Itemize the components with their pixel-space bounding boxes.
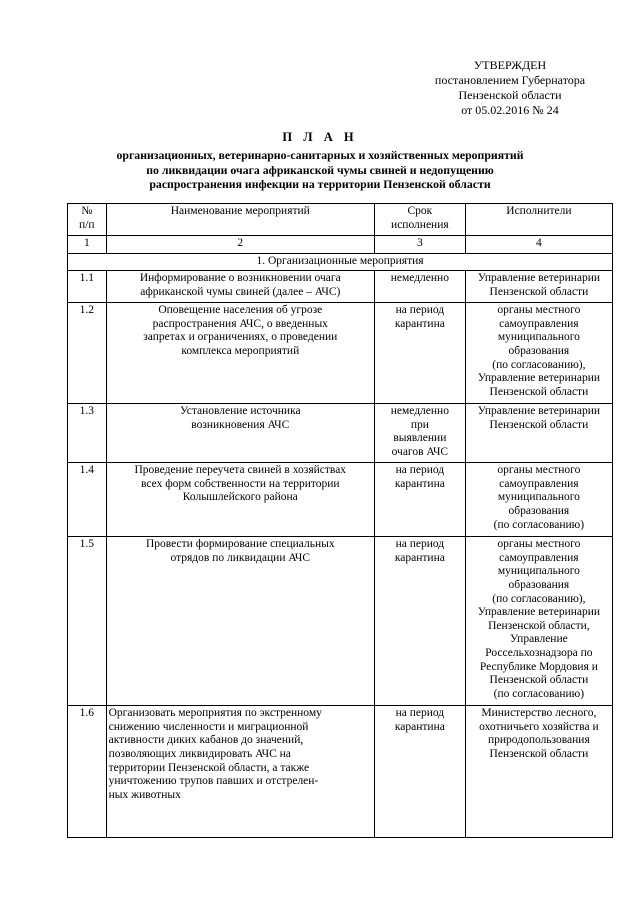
row-number: 1.5 — [68, 537, 107, 706]
approval-decree: постановлением Губернатора — [434, 73, 586, 87]
row-number: 1.1 — [68, 271, 107, 303]
row-measure: Провести формирование специальных отрядов по ликвидации АЧС — [106, 537, 374, 706]
table-row — [68, 404, 613, 463]
table-row — [68, 303, 613, 404]
header-name: Наименование мероприятий — [106, 204, 374, 236]
approval-heading: УТВЕРЖДЕН — [473, 58, 547, 72]
row-term: на период карантина — [374, 463, 465, 537]
header-num: № п/п — [68, 204, 107, 236]
row-number: 1.2 — [68, 303, 107, 404]
table-row — [68, 271, 613, 303]
subtitle-line: распространения инфекции на территории Пензенской области — [149, 177, 491, 192]
row-term: на период карантина — [374, 706, 465, 838]
plan-table — [67, 203, 613, 838]
table-header-row — [68, 204, 613, 236]
row-executors: органы местного самоуправления муниципального образования (по согласованию), Управление ветеринарии Пензенской области — [465, 303, 612, 404]
approval-block — [410, 58, 610, 118]
subtitle-line: по ликвидации очага африканской чумы свиней и недопущению — [146, 162, 494, 177]
table-row — [68, 463, 613, 537]
row-executors: Министерство лесного, охотничьего хозяйства и природопользования Пензенской области — [465, 706, 612, 838]
row-executors: органы местного самоуправления муниципального образования (по согласованию) — [465, 463, 612, 537]
row-term: немедленно при выявлении очагов АЧС — [374, 404, 465, 463]
table-row — [68, 706, 613, 838]
header-executors: Исполнители — [465, 204, 612, 236]
section-heading: 1. Организационные мероприятия — [68, 253, 613, 271]
document-subtitle — [60, 148, 580, 192]
row-number: 1.3 — [68, 404, 107, 463]
table-row — [68, 537, 613, 706]
section-row — [68, 253, 613, 271]
row-term: на период карантина — [374, 303, 465, 404]
row-executors: Управление ветеринарии Пензенской области — [465, 271, 612, 303]
row-measure: Оповещение населения об угрозе распространения АЧС, о введенных запретах и ограничениях, о проведении комплекса мероприятий — [106, 303, 374, 404]
row-term: на период карантина — [374, 537, 465, 706]
row-number: 1.4 — [68, 463, 107, 537]
column-number: 3 — [374, 236, 465, 254]
column-number: 4 — [465, 236, 612, 254]
subtitle-line: организационных, ветеринарно-санитарных и хозяйственных мероприятий — [116, 148, 524, 162]
row-measure: Проведение переучета свиней в хозяйствах всех форм собственности на территории Колышлейского района — [106, 463, 374, 537]
row-measure: Установление источника возникновения АЧС — [106, 404, 374, 463]
column-number: 1 — [68, 236, 107, 254]
approval-region: Пензенской области — [458, 88, 562, 102]
row-term: немедленно — [374, 271, 465, 303]
header-term: Срок исполнения — [374, 204, 465, 236]
row-number: 1.6 — [68, 706, 107, 838]
row-measure: Информирование о возникновении очага африканской чумы свиней (далее – АЧС) — [106, 271, 374, 303]
row-executors: органы местного самоуправления муниципального образования (по согласованию), Управление ветеринарии Пензенской области, Управление Россельхознадзора по Республике Мордовия и Пензенской области (по согласованию) — [465, 537, 612, 706]
document-title: П Л А Н — [282, 130, 358, 144]
row-measure: Организовать мероприятия по экстренному снижению численности и миграционной активности диких кабанов до значений, позволяющих ликвидировать АЧС на территории Пензенской области, а также уничтожению трупов павших и отстрелен- ных животных — [106, 706, 374, 838]
approval-date: от 05.02.2016 № 24 — [461, 103, 559, 117]
column-number: 2 — [106, 236, 374, 254]
row-executors: Управление ветеринарии Пензенской области — [465, 404, 612, 463]
column-number-row — [68, 236, 613, 254]
